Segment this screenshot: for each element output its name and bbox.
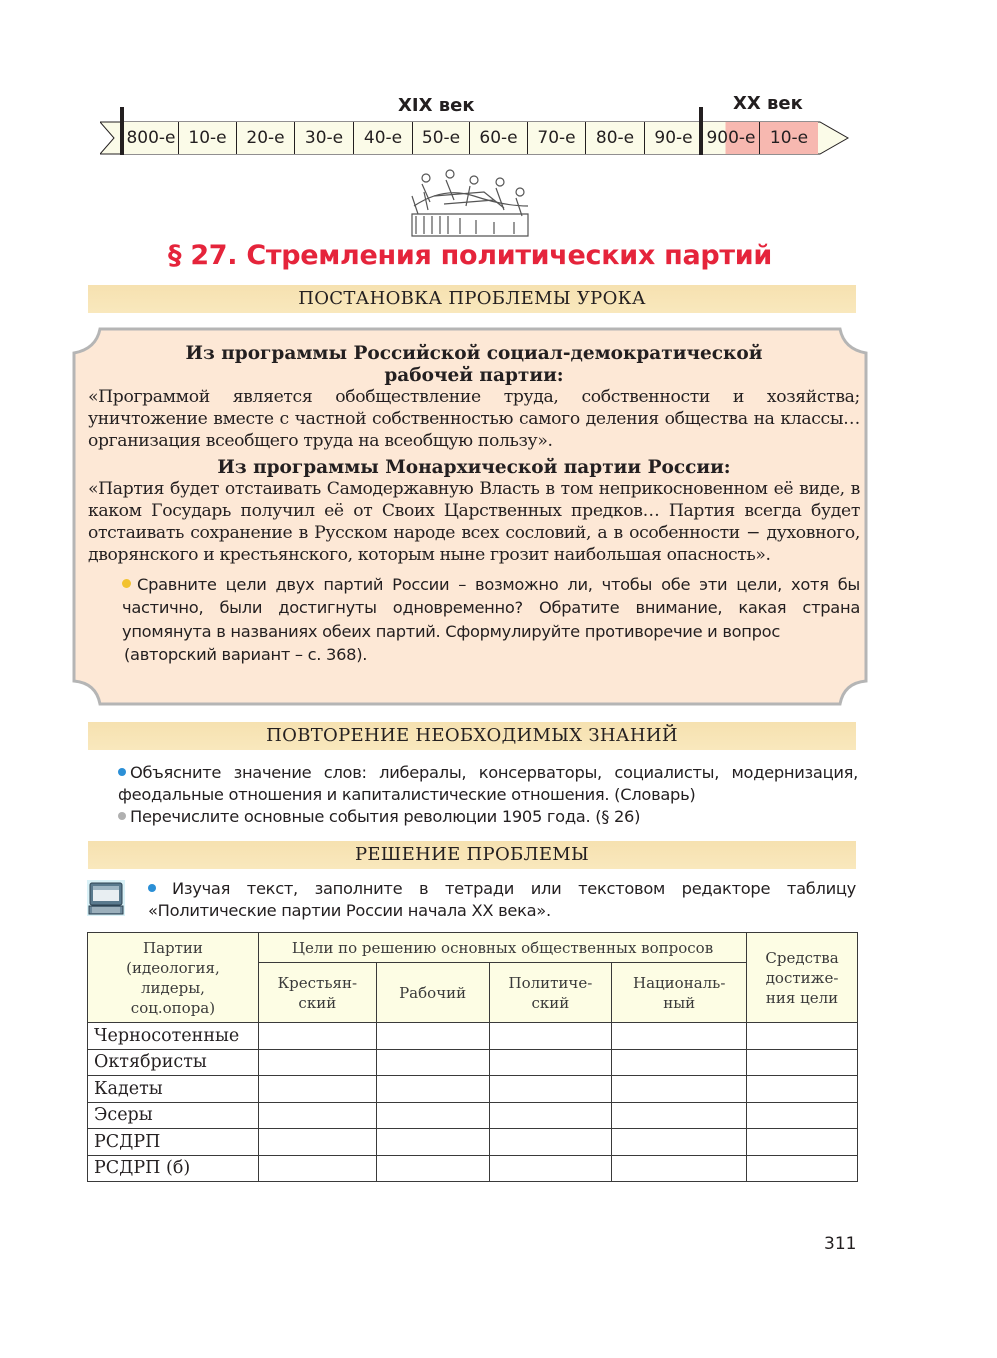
timeline-period: 50-е: [413, 122, 470, 154]
empty-cell: [612, 1129, 747, 1156]
empty-cell: [489, 1129, 612, 1156]
timeline-period: 30-е: [295, 122, 354, 154]
empty-cell: [376, 1102, 489, 1129]
empty-cell: [489, 1023, 612, 1050]
empty-cell: [258, 1155, 376, 1182]
source-title-rsdrp: Из программы Российской социал-демократической: [185, 343, 763, 364]
header-line: ский: [531, 993, 570, 1012]
empty-cell: [747, 1102, 858, 1129]
grey-bullet-icon: [118, 812, 126, 820]
header-line: лидеры,: [140, 978, 205, 997]
header-line: Рабочий: [399, 983, 467, 1002]
header-line: ния цели: [765, 988, 839, 1007]
empty-cell: [258, 1023, 376, 1050]
timeline-period: 10-е: [760, 122, 818, 154]
empty-cell: [747, 1076, 858, 1103]
timeline-period: 900-е: [703, 122, 760, 154]
empty-cell: [747, 1023, 858, 1050]
header-line: достиже-: [765, 968, 839, 987]
political-parties-table: [87, 932, 858, 1182]
header-line: Крестьян-: [277, 973, 358, 992]
timeline-period: 800-е: [124, 122, 179, 154]
header-line: ский: [298, 993, 337, 1012]
comparison-task: [88, 573, 860, 667]
century-label-xix: XIX век: [398, 95, 475, 116]
table-row: [88, 1076, 858, 1103]
party-name-cell: Эсеры: [88, 1102, 259, 1129]
header-line: (идеология,: [126, 958, 220, 977]
source-title-monarchist: Из программы Монархической партии России:: [217, 457, 731, 479]
empty-cell: [489, 1049, 612, 1076]
sources-frame: [72, 327, 868, 706]
header-political-question: [489, 963, 612, 1023]
empty-cell: [376, 1023, 489, 1050]
header-peasant-question: [258, 963, 376, 1023]
section-header-review: ПОВТОРЕНИЕ НЕОБХОДИМЫХ ЗНАНИЙ: [88, 722, 856, 750]
review-item-text: Перечислите основные события революции 1905 года. (§ 26): [130, 807, 641, 826]
party-name-cell: Черносотенные: [88, 1023, 259, 1050]
empty-cell: [258, 1102, 376, 1129]
empty-cell: [489, 1076, 612, 1103]
review-list: [118, 762, 858, 828]
header-line: соц.опора): [130, 998, 216, 1017]
table-row: [88, 1023, 858, 1050]
task-bullet-icon: [122, 579, 131, 588]
timeline-century-marker: [699, 107, 703, 155]
header-line: Националь-: [633, 973, 726, 992]
empty-cell: [612, 1023, 747, 1050]
timeline-period: 20-е: [237, 122, 295, 154]
party-name-cell: РСДРП (б): [88, 1155, 259, 1182]
timeline-period: 70-е: [528, 122, 586, 154]
empty-cell: [258, 1129, 376, 1156]
empty-cell: [489, 1155, 612, 1182]
blue-bullet-icon: [118, 768, 126, 776]
comparison-task-reference: (авторский вариант – с. 368).: [124, 645, 368, 665]
review-item: [118, 806, 858, 828]
timeline-period: 80-е: [586, 122, 645, 154]
empty-cell: [376, 1049, 489, 1076]
paragraph-title: § 27. Стремления политических партий: [168, 240, 772, 271]
review-item: [118, 762, 858, 806]
party-name-cell: Октябристы: [88, 1049, 259, 1076]
header-worker-question: [376, 963, 489, 1023]
header-means: [747, 933, 858, 1023]
empty-cell: [612, 1049, 747, 1076]
empty-cell: [612, 1076, 747, 1103]
header-line: Средства: [765, 948, 839, 967]
timeline: [100, 119, 850, 157]
header-parties: [88, 933, 259, 1023]
party-name-cell: Кадеты: [88, 1076, 259, 1103]
empty-cell: [747, 1155, 858, 1182]
timeline-period: 10-е: [179, 122, 237, 154]
header-line: Партии: [142, 938, 203, 957]
party-name-cell: РСДРП: [88, 1129, 259, 1156]
empty-cell: [612, 1102, 747, 1129]
century-label-xx: XX век: [733, 93, 803, 114]
header-goals: Цели по решению основных общественных вопросов: [258, 933, 746, 963]
timeline-period: 40-е: [354, 122, 413, 154]
header-national-question: [612, 963, 747, 1023]
section-header-solution: РЕШЕНИЕ ПРОБЛЕМЫ: [88, 841, 856, 869]
header-line: ный: [663, 993, 696, 1012]
empty-cell: [612, 1155, 747, 1182]
empty-cell: [258, 1049, 376, 1076]
section-header-problem-statement: ПОСТАНОВКА ПРОБЛЕМЫ УРОКА: [88, 285, 856, 313]
solution-task: [148, 878, 856, 922]
table-row: [88, 1102, 858, 1129]
source-title-rsdrp-line2: рабочей партии:: [384, 365, 564, 386]
table-row: [88, 1129, 858, 1156]
empty-cell: [489, 1102, 612, 1129]
page-number: 311: [824, 1234, 857, 1254]
empty-cell: [376, 1076, 489, 1103]
empty-cell: [747, 1049, 858, 1076]
solution-task-text: Изучая текст, заполните в тетради или текстовом редакторе таблицу «Политические партии России начала XX века».: [148, 879, 856, 920]
blue-bullet-icon: [148, 884, 156, 892]
source-quote-monarchist: «Партия будет отстаивать Самодержавную Власть в том неприкосновенном её виде, в каком Государь получил её от Своих Царственных предков… Партия всегда будет отстаивать сохранение в Русском народе всех сословий, а в особенности − духовного, дворянского и крестьянского, которым ныне грозит наибольшая опасность».: [88, 479, 860, 565]
empty-cell: [747, 1129, 858, 1156]
table-row: [88, 1155, 858, 1182]
timeline-century-marker: [120, 107, 124, 155]
table-row: [88, 1049, 858, 1076]
political-meeting-illustration: [404, 166, 536, 238]
timeline-period: 60-е: [470, 122, 528, 154]
computer-icon: [87, 880, 125, 916]
empty-cell: [258, 1076, 376, 1103]
timeline-period: 90-е: [645, 122, 703, 154]
empty-cell: [376, 1129, 489, 1156]
comparison-task-text: Сравните цели двух партий России – возможно ли, чтобы обе эти цели, хотя бы частично, были достигнуты одновременно? Обратите внимание, какая страна упомянута в названиях обеих партий. Сформулируйте противоречие и вопрос: [122, 574, 860, 641]
empty-cell: [376, 1155, 489, 1182]
header-line: Политиче-: [508, 973, 593, 992]
source-quote-rsdrp: «Программой является обобществление труда, собственности и хозяйства; уничтожение вместе с частной собственностью самого деления общества на классы… организация всеобщего труда на всеобщую пользу».: [88, 387, 860, 451]
review-item-text: Объясните значение слов: либералы, консерваторы, социалисты, модернизация, феодальные отношения и капиталистические отношения. (Словарь): [118, 763, 858, 804]
